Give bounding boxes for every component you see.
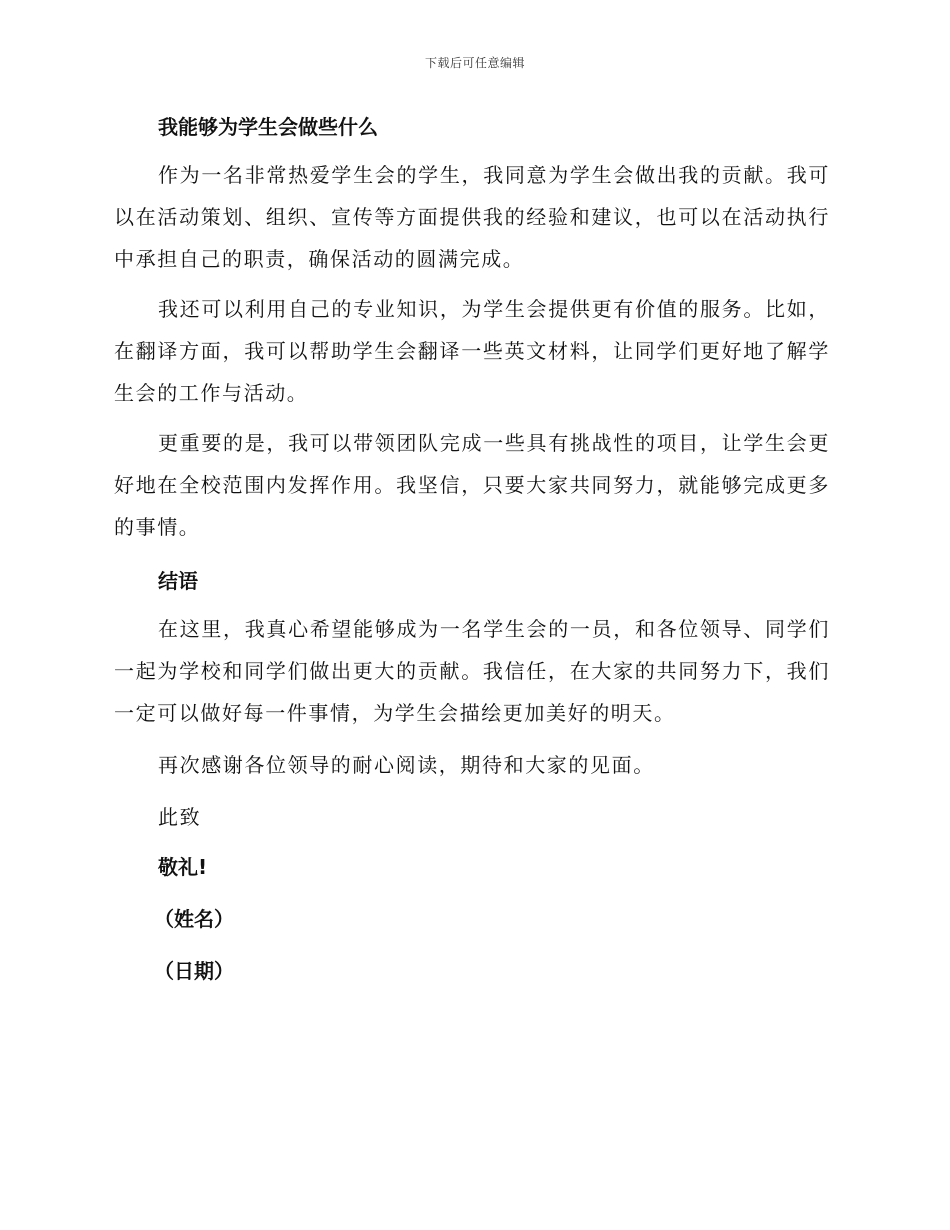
paragraph-team-projects: 更重要的是，我可以带领团队完成一些具有挑战性的项目，让学生会更好地在全校范围内发挥作用。我坚信，只要大家共同努力，就能够完成更多的事情。	[114, 431, 830, 539]
paragraph-contribution-intro: 作为一名非常热爱学生会的学生，我同意为学生会做出我的贡献。我可以在活动策划、组织、宣传等方面提供我的经验和建议，也可以在活动执行中承担自己的职责，确保活动的圆满完成。	[114, 163, 830, 271]
section-heading-conclusion: 结语	[158, 569, 198, 593]
paragraph-thanks: 再次感谢各位领导的耐心阅读，期待和大家的见面。	[158, 753, 655, 777]
paragraph-conclusion-hope: 在这里，我真心希望能够成为一名学生会的一员，和各位领导、同学们一起为学校和同学们做出更大的贡献。我信任，在大家的共同努力下，我们一定可以做好每一件事情，为学生会描绘更加美好的明天。	[114, 617, 830, 725]
date-placeholder: （日期）	[154, 959, 234, 983]
header-note: 下载后可任意编辑	[424, 56, 525, 70]
document-body	[114, 110, 830, 988]
paragraph-professional-knowledge: 我还可以利用自己的专业知识，为学生会提供更有价值的服务。比如，在翻译方面，我可以帮助学生会翻译一些英文材料，让同学们更好地了解学生会的工作与活动。	[114, 297, 830, 405]
paragraph-cizhi: 此致	[158, 805, 202, 829]
section-heading-contribution: 我能够为学生会做些什么	[158, 115, 378, 139]
name-placeholder: （姓名）	[154, 907, 234, 931]
salutation: 敬礼!	[158, 855, 208, 879]
